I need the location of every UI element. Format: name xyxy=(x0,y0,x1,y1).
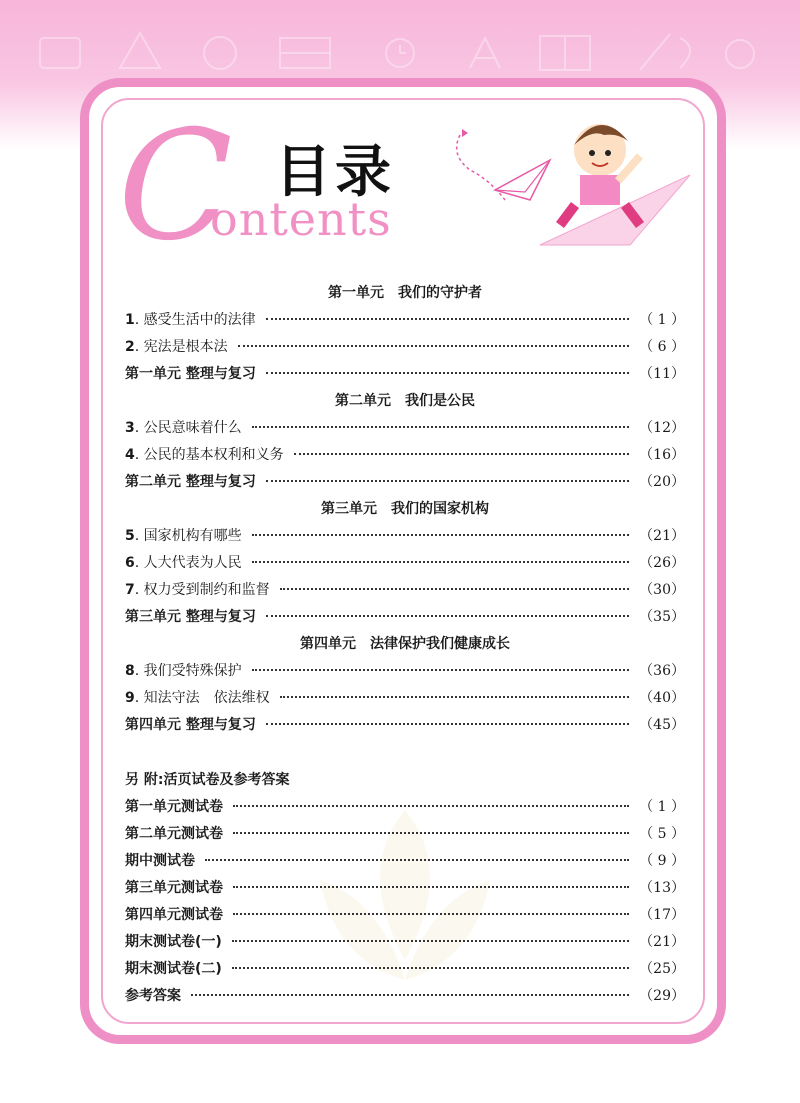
review-title: 第二单元 整理与复习 xyxy=(125,474,256,490)
table-of-contents xyxy=(125,280,685,1010)
leader-dots xyxy=(266,615,629,617)
lesson-number: 7 xyxy=(125,582,135,598)
page-number: （21） xyxy=(639,934,685,950)
lesson-title: . 人大代表为人民 xyxy=(134,555,242,571)
review-title: 第四单元 整理与复习 xyxy=(125,717,256,733)
leader-dots xyxy=(191,994,629,996)
leader-dots xyxy=(233,832,629,834)
appendix-entry[interactable] xyxy=(125,821,685,848)
page-number: （12） xyxy=(639,420,685,436)
lesson-number: 3 xyxy=(125,420,135,436)
lesson-title: . 国家机构有哪些 xyxy=(134,528,242,544)
appendix-title: 期中测试卷 xyxy=(125,853,195,869)
appendix-title: 第一单元测试卷 xyxy=(125,799,223,815)
leader-dots xyxy=(232,940,629,942)
page-number: （ 9 ） xyxy=(639,853,685,869)
page-number: （ 1 ） xyxy=(639,312,685,328)
lesson-number: 2 xyxy=(125,339,135,355)
lesson-number: 1 xyxy=(125,312,135,328)
lesson-number: 5 xyxy=(125,528,135,544)
toc-entry[interactable] xyxy=(125,307,685,334)
page-number: （30） xyxy=(639,582,685,598)
toc-entry[interactable] xyxy=(125,334,685,361)
appendix-entry[interactable] xyxy=(125,902,685,929)
toc-entry[interactable] xyxy=(125,523,685,550)
leader-dots xyxy=(280,696,630,698)
toc-entry[interactable] xyxy=(125,442,685,469)
appendix-entry[interactable] xyxy=(125,956,685,983)
lesson-title: . 权力受到制约和监督 xyxy=(134,582,270,598)
appendix-title: 期末测试卷(一) xyxy=(125,934,222,950)
page-number: （25） xyxy=(639,961,685,977)
appendix-entry[interactable] xyxy=(125,875,685,902)
page-title-english: ontents xyxy=(210,192,392,246)
unit-heading-4: 第四单元 法律保护我们健康成长 xyxy=(300,636,510,652)
boy-on-paper-plane-illustration xyxy=(440,115,700,255)
toc-entry[interactable] xyxy=(125,577,685,604)
leader-dots xyxy=(233,913,629,915)
toc-entry-review[interactable] xyxy=(125,712,685,739)
page-number: （36） xyxy=(639,663,685,679)
lesson-title: . 我们受特殊保护 xyxy=(134,663,242,679)
leader-dots xyxy=(252,534,630,536)
appendix-entry[interactable] xyxy=(125,983,685,1010)
lesson-number: 4 xyxy=(125,447,135,463)
page-number: （40） xyxy=(639,690,685,706)
leader-dots xyxy=(232,967,629,969)
toc-entry-review[interactable] xyxy=(125,469,685,496)
page-number: （29） xyxy=(639,988,685,1004)
appendix-heading: 另 附:活页试卷及参考答案 xyxy=(125,772,290,788)
lesson-title: . 知法守法 依法维权 xyxy=(134,690,270,706)
leader-dots xyxy=(233,886,629,888)
review-title: 第一单元 整理与复习 xyxy=(125,366,256,382)
leader-dots xyxy=(233,805,629,807)
leader-dots xyxy=(266,318,630,320)
toc-entry-review[interactable] xyxy=(125,361,685,388)
page-title: 目录 xyxy=(275,140,395,205)
paper-plane-icon xyxy=(495,160,550,200)
lesson-title: . 宪法是根本法 xyxy=(134,339,228,355)
leader-dots xyxy=(205,859,629,861)
lesson-title: . 公民意味着什么 xyxy=(134,420,242,436)
page-number: （ 6 ） xyxy=(639,339,685,355)
leader-dots xyxy=(266,480,629,482)
page-number: （17） xyxy=(639,907,685,923)
leader-dots xyxy=(252,426,630,428)
toc-entry[interactable] xyxy=(125,550,685,577)
appendix-title: 第二单元测试卷 xyxy=(125,826,223,842)
page-number: （21） xyxy=(639,528,685,544)
leader-dots xyxy=(252,669,630,671)
toc-entry[interactable] xyxy=(125,685,685,712)
appendix-entry[interactable] xyxy=(125,794,685,821)
toc-entry[interactable] xyxy=(125,658,685,685)
leader-dots xyxy=(238,345,630,347)
page-number: （26） xyxy=(639,555,685,571)
page-number: （35） xyxy=(639,609,685,625)
appendix-title: 第四单元测试卷 xyxy=(125,907,223,923)
appendix-title: 参考答案 xyxy=(125,988,181,1004)
lesson-title: . 感受生活中的法律 xyxy=(134,312,256,328)
leader-dots xyxy=(266,372,629,374)
appendix-entry[interactable] xyxy=(125,929,685,956)
appendix-entry[interactable] xyxy=(125,848,685,875)
toc-entry[interactable] xyxy=(125,415,685,442)
page-number: （ 5 ） xyxy=(639,826,685,842)
page-number: （16） xyxy=(639,447,685,463)
lesson-number: 8 xyxy=(125,663,135,679)
page-number: （11） xyxy=(639,366,685,382)
page-number: （13） xyxy=(639,880,685,896)
appendix-title: 期末测试卷(二) xyxy=(125,961,222,977)
unit-heading-2: 第二单元 我们是公民 xyxy=(335,393,475,409)
toc-entry-review[interactable] xyxy=(125,604,685,631)
contents-initial-c: C xyxy=(118,110,233,260)
review-title: 第三单元 整理与复习 xyxy=(125,609,256,625)
lesson-number: 6 xyxy=(125,555,135,571)
leader-dots xyxy=(294,453,630,455)
leader-dots xyxy=(252,561,630,563)
appendix-title: 第三单元测试卷 xyxy=(125,880,223,896)
lesson-title: . 公民的基本权利和义务 xyxy=(134,447,284,463)
page-number: （20） xyxy=(639,474,685,490)
unit-heading-3: 第三单元 我们的国家机构 xyxy=(321,501,489,517)
page-number: （ 1 ） xyxy=(639,799,685,815)
leader-dots xyxy=(280,588,630,590)
lesson-number: 9 xyxy=(125,690,135,706)
unit-heading-1: 第一单元 我们的守护者 xyxy=(328,285,482,301)
leader-dots xyxy=(266,723,629,725)
page-number: （45） xyxy=(639,717,685,733)
